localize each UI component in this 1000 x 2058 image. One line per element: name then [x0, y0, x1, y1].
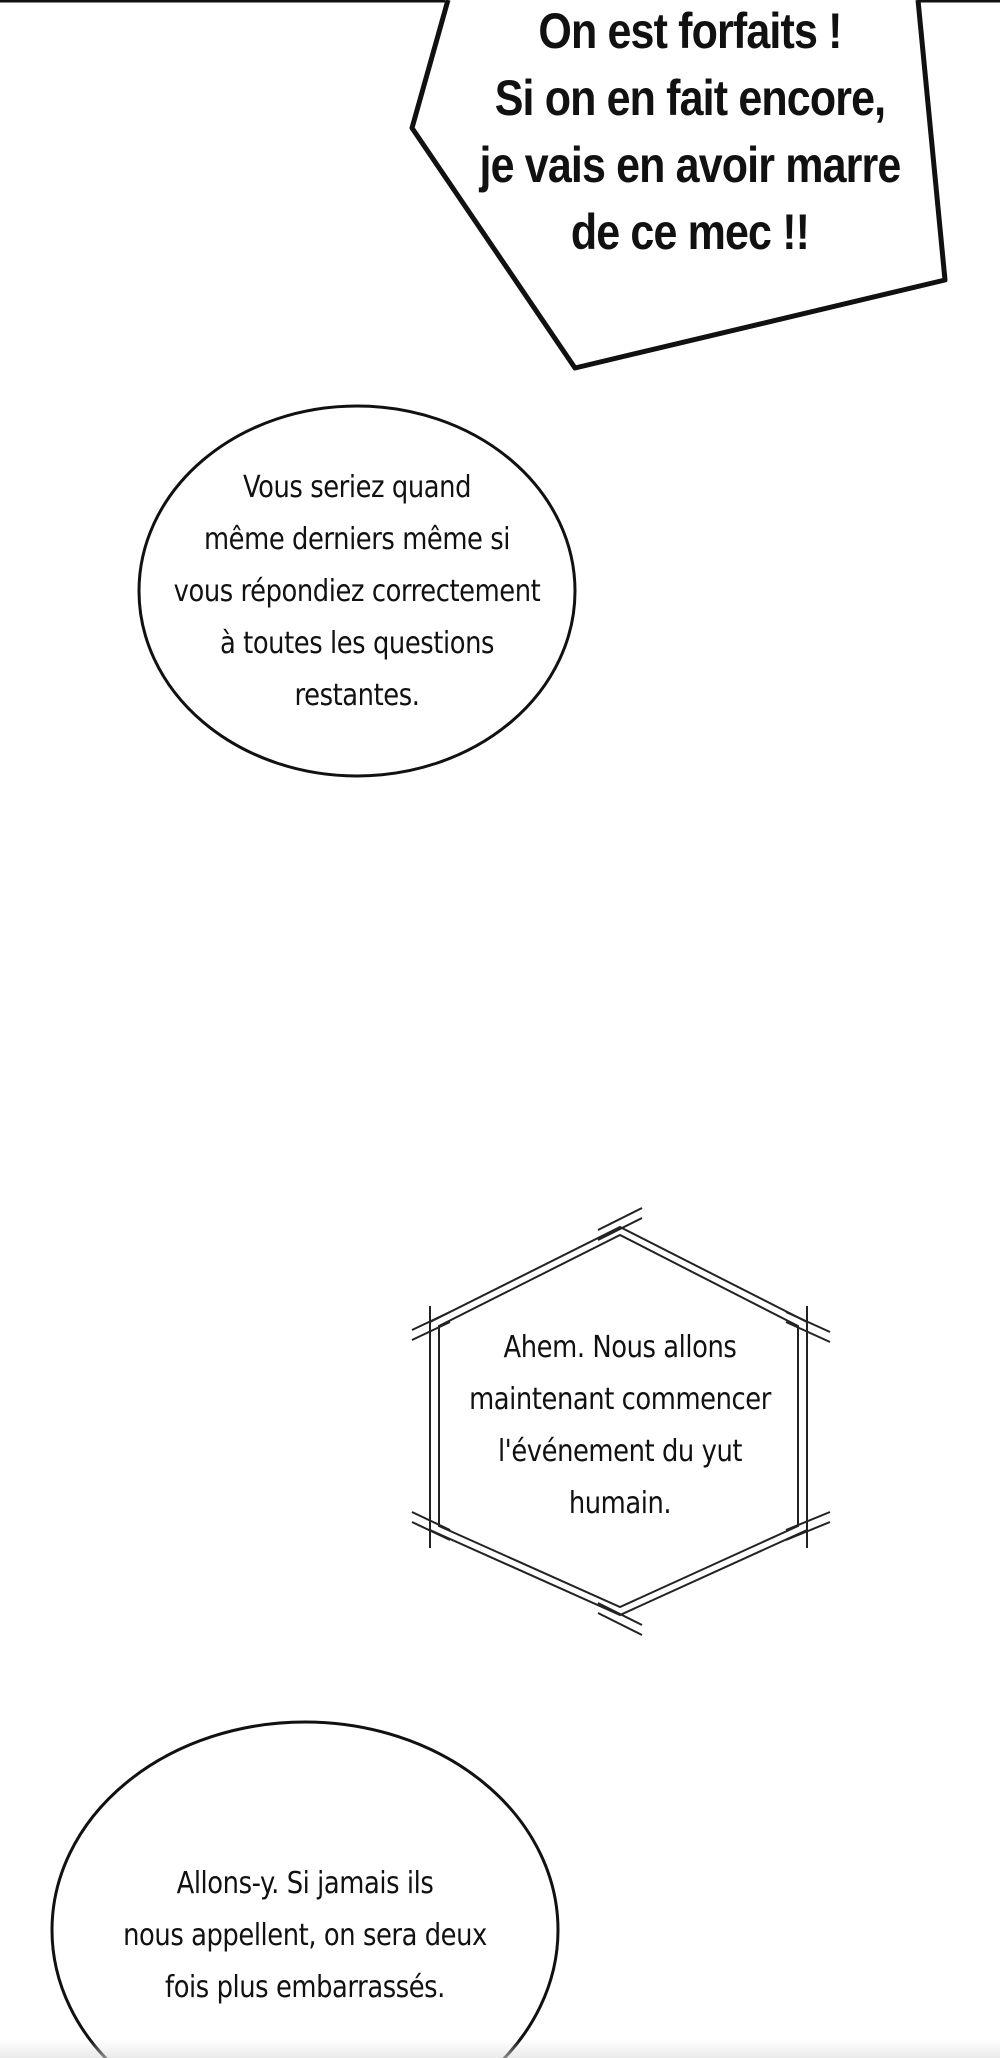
shout-line: de ce mec !!: [570, 204, 810, 260]
speech-line: restantes.: [294, 678, 420, 713]
speech-line: même derniers même si: [203, 522, 511, 557]
speech-line: à toutes les questions: [219, 626, 495, 661]
shout-bubble-text: [475, 0, 905, 266]
narration-line: maintenant commencer: [469, 1382, 771, 1417]
speech-line: Vous seriez quand: [242, 470, 472, 505]
speech-line: vous répondiez correctement: [173, 574, 541, 609]
narration-line: humain.: [568, 1486, 672, 1521]
narration-line: l'événement du yut: [497, 1434, 743, 1469]
oval-bubble-top-text: [168, 462, 546, 722]
speech-line: fois plus embarrassés.: [165, 1970, 445, 2005]
speech-line: Allons-y. Si jamais ils: [176, 1866, 434, 1901]
bottom-fade: [0, 2040, 1000, 2058]
hexagon-box-text: [457, 1322, 784, 1530]
narration-line: Ahem. Nous allons: [503, 1330, 737, 1365]
shout-line: Si on en fait encore,: [494, 70, 886, 126]
shout-line: On est forfaits !: [538, 3, 842, 59]
speech-line: nous appellent, on sera deux: [123, 1918, 487, 1953]
oval-bubble-bottom-text: [112, 1858, 499, 2014]
shout-line: je vais en avoir marre: [479, 137, 901, 193]
